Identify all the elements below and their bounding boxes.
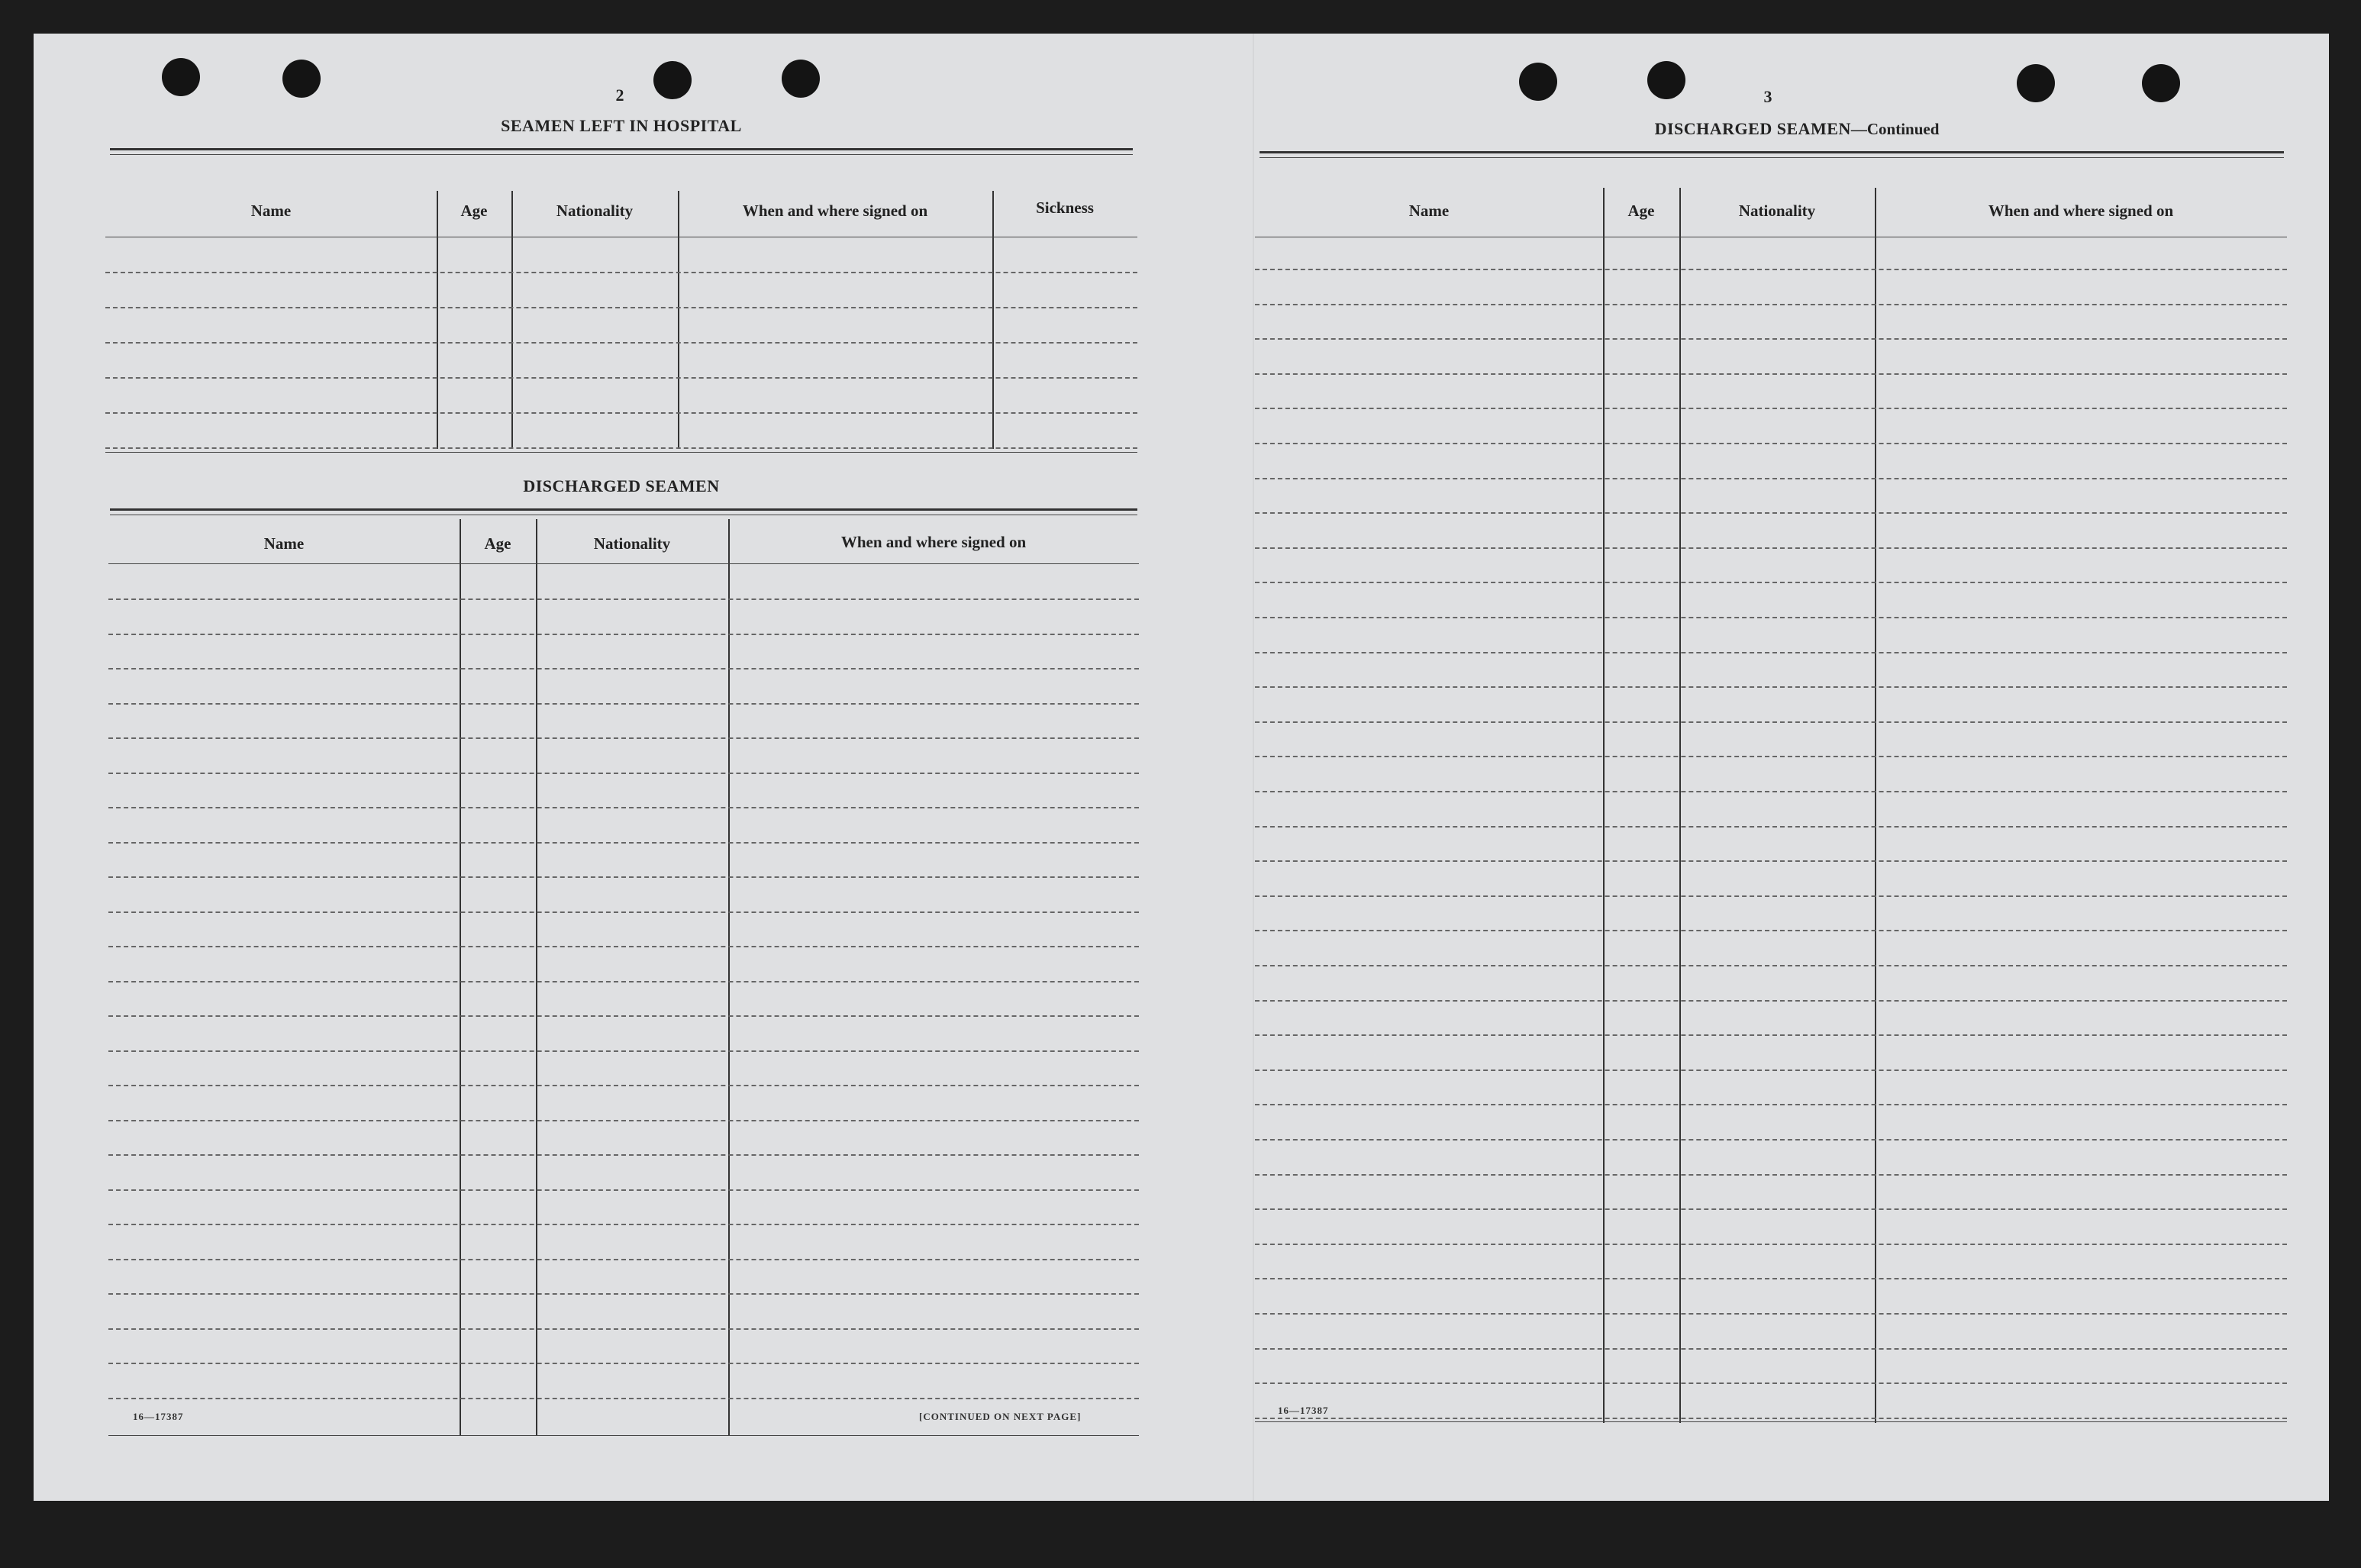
entry-line bbox=[108, 1259, 1139, 1260]
discharged-continued-title bbox=[1530, 119, 2064, 139]
column-header-sickness: Sickness bbox=[1036, 198, 1094, 217]
entry-line bbox=[1255, 617, 2287, 618]
form-code: 16—17387 bbox=[133, 1411, 184, 1422]
entry-line bbox=[1255, 338, 2287, 340]
entry-line bbox=[105, 272, 1137, 273]
entry-line bbox=[108, 703, 1139, 705]
column-header-age: Age bbox=[1627, 202, 1655, 220]
hospital-table bbox=[105, 163, 1137, 453]
column-header-nationality: Nationality bbox=[556, 202, 634, 220]
entry-line bbox=[1255, 304, 2287, 305]
entry-line bbox=[108, 946, 1139, 947]
binder-hole bbox=[282, 60, 321, 98]
entry-line bbox=[108, 1085, 1139, 1086]
bottom-rule bbox=[108, 1435, 1139, 1436]
column-header-age: Age bbox=[460, 202, 488, 220]
entry-line bbox=[1255, 791, 2287, 792]
entry-line bbox=[108, 1328, 1139, 1330]
entry-line bbox=[108, 598, 1139, 600]
entry-line bbox=[1255, 895, 2287, 897]
column-header-name: Name bbox=[250, 202, 292, 220]
entry-line bbox=[1255, 721, 2287, 723]
entry-line bbox=[1255, 860, 2287, 862]
column-header-nationality: Nationality bbox=[1738, 202, 1816, 220]
entry-line bbox=[1255, 686, 2287, 688]
column-divider bbox=[511, 191, 513, 449]
entry-line bbox=[108, 981, 1139, 982]
entry-line bbox=[108, 634, 1139, 635]
entry-line bbox=[1255, 756, 2287, 757]
binder-hole bbox=[2017, 64, 2055, 102]
column-header-when-where: When and where signed on bbox=[840, 533, 1027, 551]
title-suffix: —Continued bbox=[1850, 120, 1940, 138]
entry-line bbox=[1255, 582, 2287, 583]
column-divider bbox=[536, 519, 537, 1435]
bottom-rule bbox=[105, 452, 1137, 453]
entry-line bbox=[1255, 930, 2287, 931]
entry-line bbox=[108, 1154, 1139, 1156]
binder-hole bbox=[782, 60, 820, 98]
column-header-nationality: Nationality bbox=[593, 534, 671, 553]
entry-line bbox=[1255, 965, 2287, 966]
entry-line bbox=[1255, 1070, 2287, 1071]
binder-hole bbox=[162, 58, 200, 96]
entry-line bbox=[1255, 408, 2287, 409]
entry-line bbox=[1255, 1418, 2287, 1419]
entry-line bbox=[108, 1050, 1139, 1052]
column-header-age: Age bbox=[484, 534, 511, 553]
column-divider bbox=[437, 191, 438, 449]
hospital-section-title: SEAMEN LEFT IN HOSPITAL bbox=[501, 116, 742, 135]
entry-line bbox=[108, 773, 1139, 774]
header-rule bbox=[108, 563, 1139, 564]
entry-line bbox=[1255, 1278, 2287, 1279]
entry-line bbox=[1255, 1139, 2287, 1141]
entry-line bbox=[105, 377, 1137, 379]
entry-line bbox=[108, 842, 1139, 844]
entry-line bbox=[1255, 1104, 2287, 1105]
entry-line bbox=[108, 737, 1139, 739]
entry-line bbox=[1255, 1382, 2287, 1384]
entry-line bbox=[1255, 1348, 2287, 1350]
binder-hole bbox=[1519, 63, 1557, 101]
entry-line bbox=[108, 1363, 1139, 1364]
entry-line bbox=[108, 1293, 1139, 1295]
column-header-when-where: When and where signed on bbox=[742, 202, 928, 220]
discharged-continued-table bbox=[1255, 160, 2287, 1428]
entry-line bbox=[1255, 269, 2287, 270]
double-rule bbox=[110, 154, 1133, 155]
entry-line bbox=[108, 807, 1139, 808]
column-header-name: Name bbox=[1408, 202, 1450, 220]
column-divider bbox=[992, 191, 994, 449]
binder-hole bbox=[1647, 61, 1685, 99]
entry-line bbox=[108, 1224, 1139, 1225]
discharged-table bbox=[108, 519, 1139, 1443]
entry-line bbox=[1255, 547, 2287, 549]
double-rule bbox=[1260, 157, 2284, 158]
entry-line bbox=[105, 342, 1137, 344]
page-fold bbox=[1253, 34, 1254, 1501]
entry-line bbox=[1255, 373, 2287, 375]
double-rule bbox=[110, 508, 1137, 511]
double-rule bbox=[1260, 151, 2284, 153]
entry-line bbox=[1255, 512, 2287, 514]
entry-line bbox=[1255, 1313, 2287, 1315]
bottom-rule bbox=[1255, 1421, 2287, 1422]
title-main: DISCHARGED SEAMEN bbox=[1654, 119, 1851, 138]
entry-line bbox=[108, 1189, 1139, 1191]
entry-line bbox=[1255, 1000, 2287, 1002]
page-number: 2 bbox=[615, 85, 624, 105]
entry-line bbox=[105, 307, 1137, 308]
column-divider bbox=[460, 519, 461, 1435]
entry-line bbox=[1255, 443, 2287, 444]
entry-line bbox=[108, 876, 1139, 878]
entry-line bbox=[105, 412, 1137, 414]
column-header-when-where: When and where signed on bbox=[1988, 202, 2174, 220]
entry-line bbox=[108, 1398, 1139, 1399]
discharged-section-title: DISCHARGED SEAMEN bbox=[523, 476, 720, 495]
entry-line bbox=[1255, 826, 2287, 828]
column-header-name: Name bbox=[263, 534, 305, 553]
entry-line bbox=[1255, 1034, 2287, 1036]
entry-line bbox=[1255, 652, 2287, 653]
entry-line bbox=[108, 911, 1139, 913]
column-divider bbox=[678, 191, 679, 449]
binder-hole bbox=[653, 61, 692, 99]
document-sheet bbox=[34, 34, 2329, 1501]
page-number: 3 bbox=[1763, 87, 1772, 106]
entry-line bbox=[1255, 478, 2287, 479]
form-code: 16—17387 bbox=[1278, 1405, 1329, 1416]
binder-hole bbox=[2142, 64, 2180, 102]
entry-line bbox=[108, 1015, 1139, 1017]
double-rule bbox=[110, 148, 1133, 150]
entry-line bbox=[105, 447, 1137, 449]
entry-line bbox=[108, 1120, 1139, 1121]
continued-note: [CONTINUED ON NEXT PAGE] bbox=[919, 1411, 1082, 1422]
column-divider bbox=[728, 519, 730, 1435]
entry-line bbox=[1255, 1174, 2287, 1176]
entry-line bbox=[1255, 1244, 2287, 1245]
entry-line bbox=[108, 668, 1139, 669]
entry-line bbox=[1255, 1208, 2287, 1210]
